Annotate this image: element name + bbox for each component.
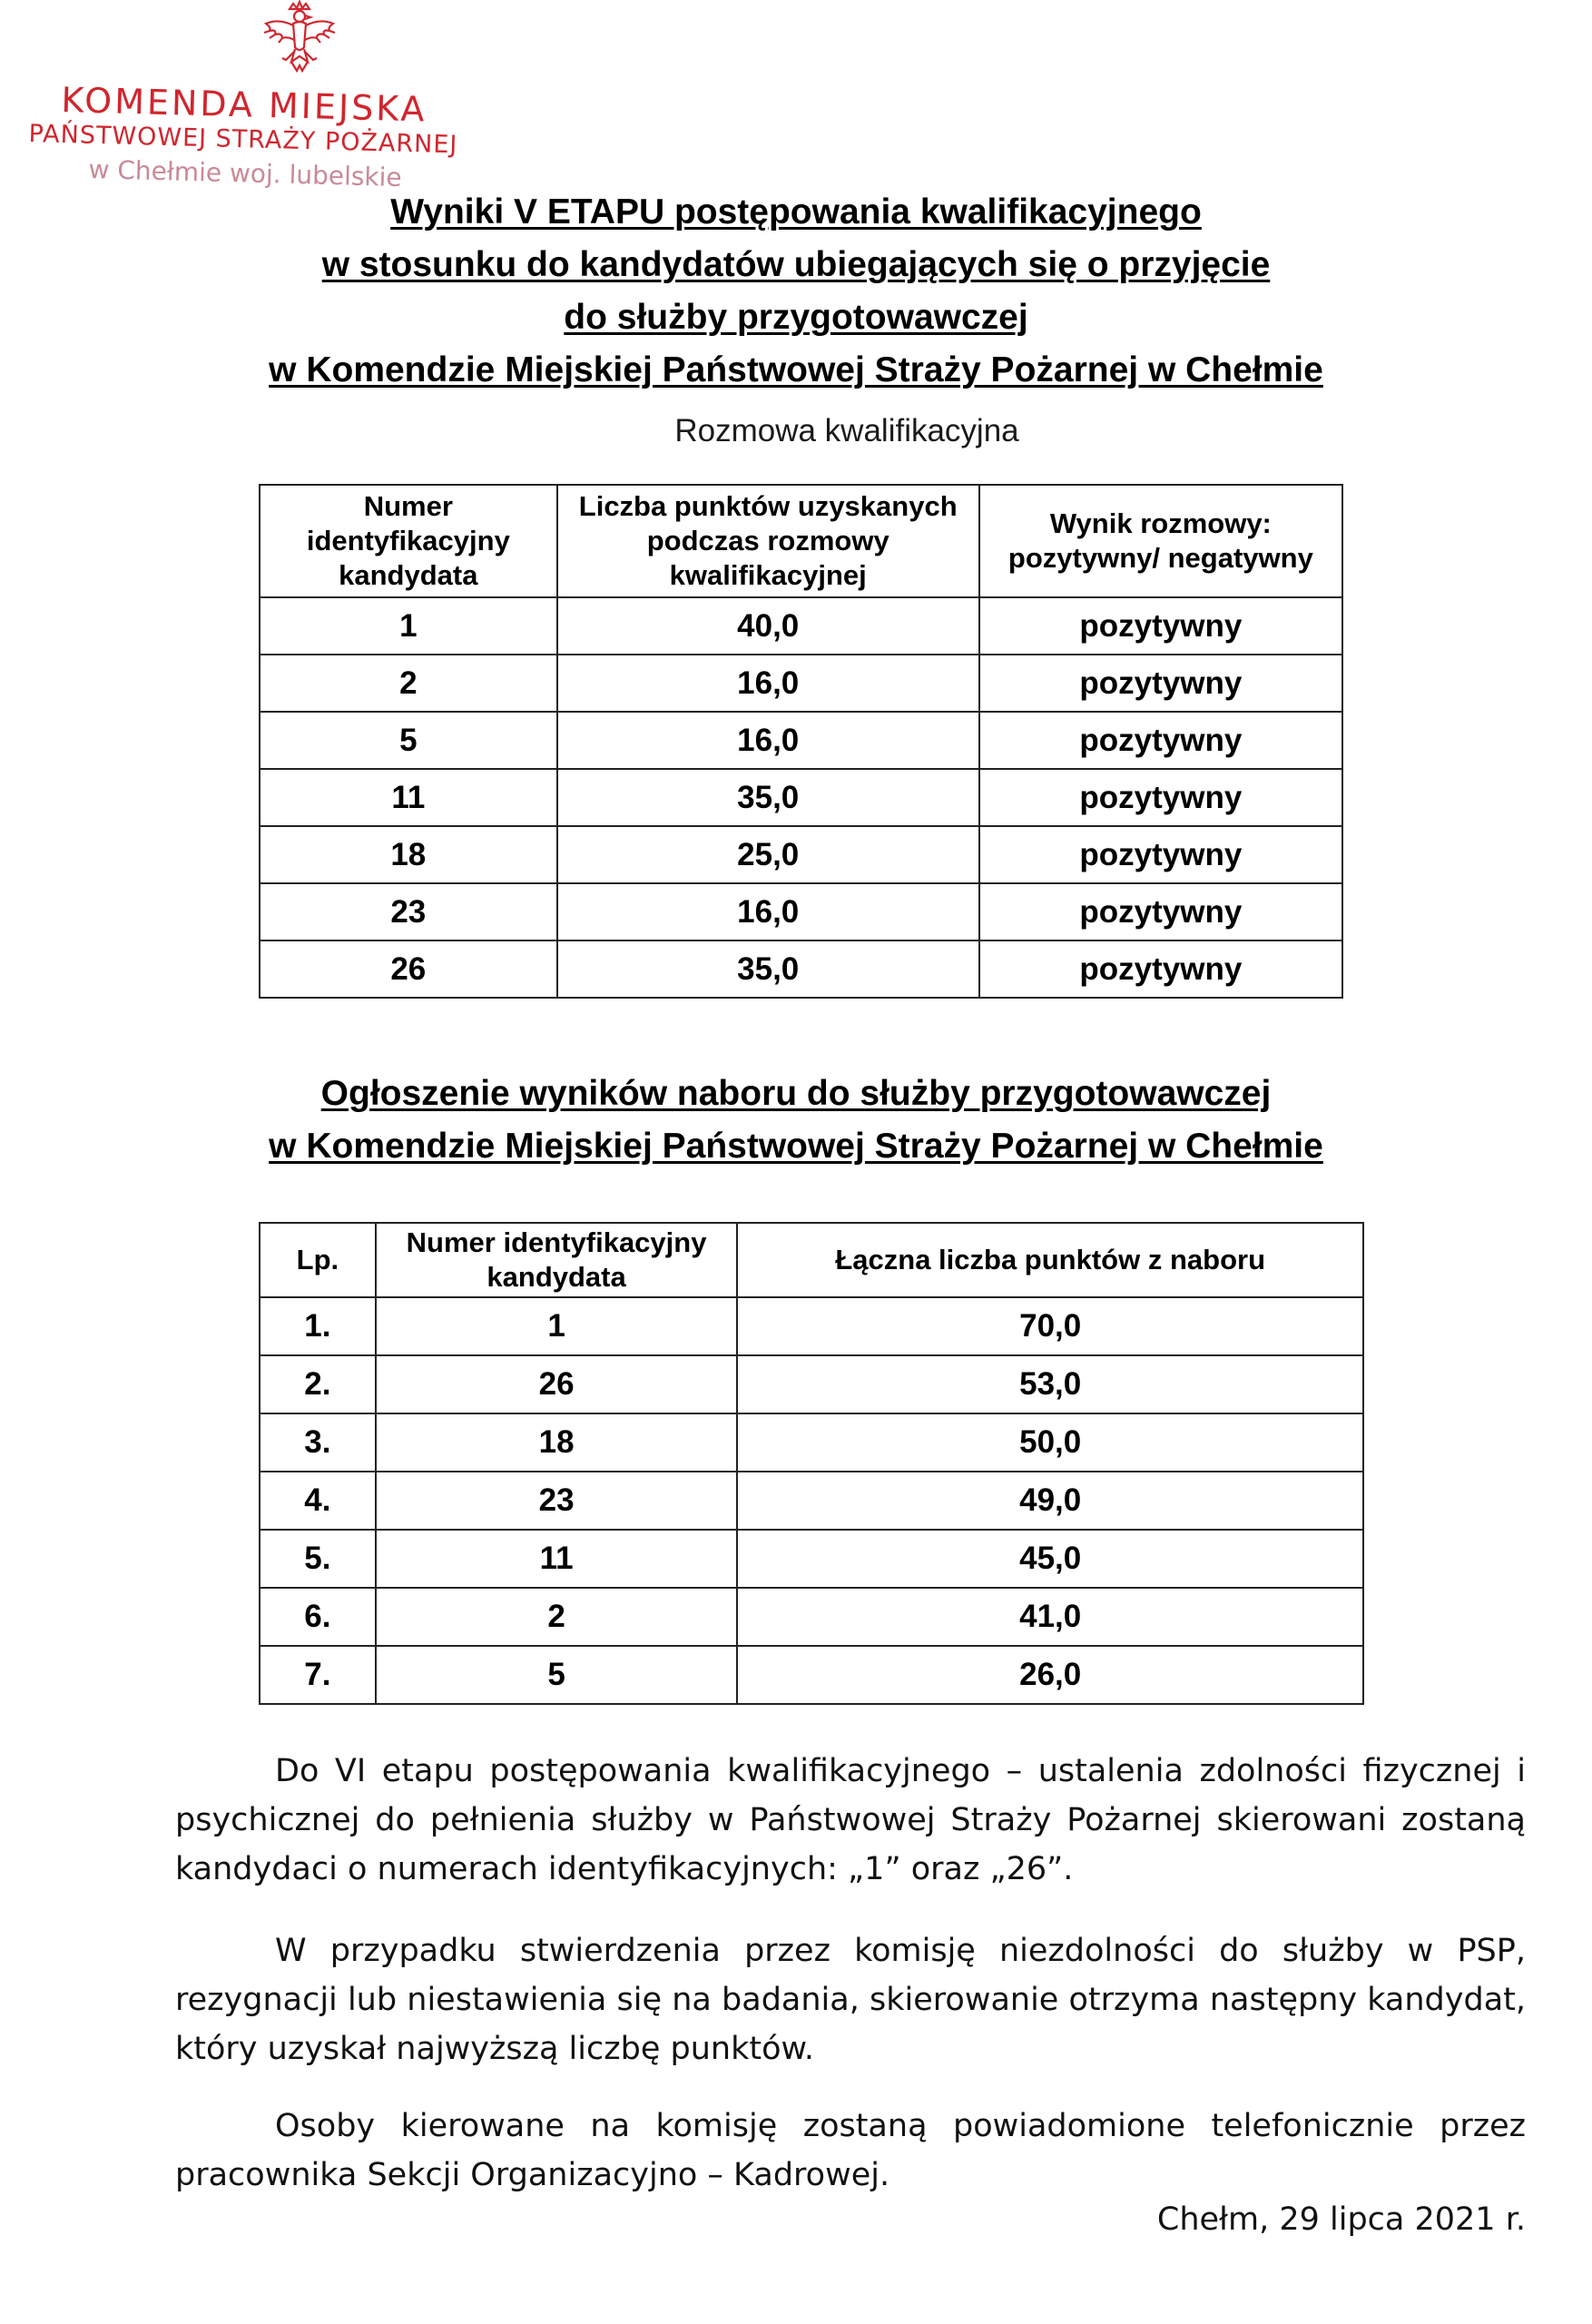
recruitment-results-heading <box>0 1068 1592 1173</box>
table-cell: 26 <box>376 1355 738 1413</box>
table-cell: 45,0 <box>737 1530 1363 1588</box>
heading-line: Ogłoszenie wyników naboru do służby przygotowawczej <box>320 1074 1272 1113</box>
table-row <box>260 940 1342 998</box>
table-row <box>260 1646 1363 1704</box>
table-cell: pozytywny <box>979 712 1342 769</box>
table-cell: 1 <box>260 597 557 655</box>
table-cell: 11 <box>260 769 557 826</box>
stamp-line-2: PAŃSTWOWEJ STRAŻY POŻARNEJ <box>28 120 458 160</box>
table-cell: 26,0 <box>737 1646 1363 1704</box>
column-header: Liczba punktów uzyskanych podczas rozmowy kwalifikacyjnej <box>557 485 979 597</box>
table-cell: 16,0 <box>557 883 979 940</box>
column-header: Łączna liczba punktów z naboru <box>737 1223 1363 1297</box>
table-cell: pozytywny <box>979 769 1342 826</box>
table-row <box>260 655 1342 712</box>
paragraph-next-stage: Do VI etapu postępowania kwalifikacyjnego – ustalenia zdolności fizycznej i psychicznej do pełnienia służby w Państwowej Straży Pożarnej skierowani zostaną kandydaci o numerach identyfikacyjnych: „1” oraz „26”. <box>175 1753 1526 1887</box>
table-cell: 11 <box>376 1530 738 1588</box>
table-cell: 6. <box>260 1588 376 1646</box>
table-row <box>260 712 1342 769</box>
table-cell: 5 <box>376 1646 738 1704</box>
table-row <box>260 1530 1363 1588</box>
heading-line: w Komendzie Miejskiej Państwowej Straży Pożarnej w Chełmie <box>269 350 1323 389</box>
table-cell: 26 <box>260 940 557 998</box>
table-header-row <box>260 1223 1363 1297</box>
table-cell: 16,0 <box>557 655 979 712</box>
column-header: Numer identyfikacyjny kandydata <box>260 485 557 597</box>
table-cell: 53,0 <box>737 1355 1363 1413</box>
table-cell: 40,0 <box>557 597 979 655</box>
table-row <box>260 1472 1363 1530</box>
table-row <box>260 1588 1363 1646</box>
table-header-row <box>260 485 1342 597</box>
table-cell: 23 <box>260 883 557 940</box>
place-and-date: Chełm, 29 lipca 2021 r. <box>1156 2201 1526 2238</box>
table-cell: 5 <box>260 712 557 769</box>
column-header: Wynik rozmowy: pozytywny/ negatywny <box>979 485 1342 597</box>
stamp-line-1: KOMENDA MIEJSKA <box>60 80 428 130</box>
table-cell: pozytywny <box>979 597 1342 655</box>
table-cell: 2. <box>260 1355 376 1413</box>
interview-subtitle: Rozmowa kwalifikacyjna <box>674 413 1019 448</box>
table-cell: 49,0 <box>737 1472 1363 1530</box>
table-cell: 2 <box>260 655 557 712</box>
table-cell: 4. <box>260 1472 376 1530</box>
column-header: Lp. <box>260 1223 376 1297</box>
heading-line: w Komendzie Miejskiej Państwowej Straży Pożarnej w Chełmie <box>269 1127 1323 1166</box>
table-cell: 18 <box>376 1413 738 1472</box>
table-cell: 1. <box>260 1297 376 1355</box>
table-cell: pozytywny <box>979 655 1342 712</box>
table-cell: pozytywny <box>979 940 1342 998</box>
table-cell: 7. <box>260 1646 376 1704</box>
table-cell: 18 <box>260 826 557 883</box>
stamp-line-3: w Chełmie woj. lubelskie <box>88 154 403 193</box>
official-stamp <box>27 0 536 200</box>
heading-line: do służby przygotowawczej <box>564 298 1028 337</box>
table-row <box>260 769 1342 826</box>
heading-line: Wyniki V ETAPU postępowania kwalifikacyjnego <box>390 192 1202 231</box>
table-cell: pozytywny <box>979 883 1342 940</box>
table-cell: 50,0 <box>737 1413 1363 1472</box>
table-row <box>260 1355 1363 1413</box>
table-row <box>260 597 1342 655</box>
table-cell: pozytywny <box>979 826 1342 883</box>
table-row <box>260 826 1342 883</box>
table-cell: 25,0 <box>557 826 979 883</box>
recruitment-ranking-table <box>259 1222 1364 1705</box>
table-cell: 35,0 <box>557 769 979 826</box>
table-cell: 70,0 <box>737 1297 1363 1355</box>
paragraph-substitution: W przypadku stwierdzenia przez komisję niezdolności do służby w PSP, rezygnacji lub niestawienia się na badania, skierowanie otrzyma następny kandydat, który uzyskał najwyższą liczbę punktów. <box>175 1933 1526 2067</box>
heading-line: w stosunku do kandydatów ubiegających się o przyjęcie <box>321 245 1271 284</box>
table-cell: 41,0 <box>737 1588 1363 1646</box>
table-cell: 35,0 <box>557 940 979 998</box>
table-cell: 1 <box>376 1297 738 1355</box>
table-cell: 23 <box>376 1472 738 1530</box>
table-cell: 5. <box>260 1530 376 1588</box>
table-cell: 2 <box>376 1588 738 1646</box>
table-row <box>260 1297 1363 1355</box>
column-header: Numer identyfikacyjny kandydata <box>376 1223 738 1297</box>
interview-results-table <box>259 484 1343 999</box>
paragraph-notification: Osoby kierowane na komisję zostaną powiadomione telefonicznie przez pracownika Sekcji Organizacyjno – Kadrowej. <box>175 2108 1526 2193</box>
table-row <box>260 883 1342 940</box>
results-heading <box>0 186 1592 397</box>
table-cell: 3. <box>260 1413 376 1472</box>
eagle-emblem-icon <box>259 0 340 78</box>
table-row <box>260 1413 1363 1472</box>
table-cell: 16,0 <box>557 712 979 769</box>
